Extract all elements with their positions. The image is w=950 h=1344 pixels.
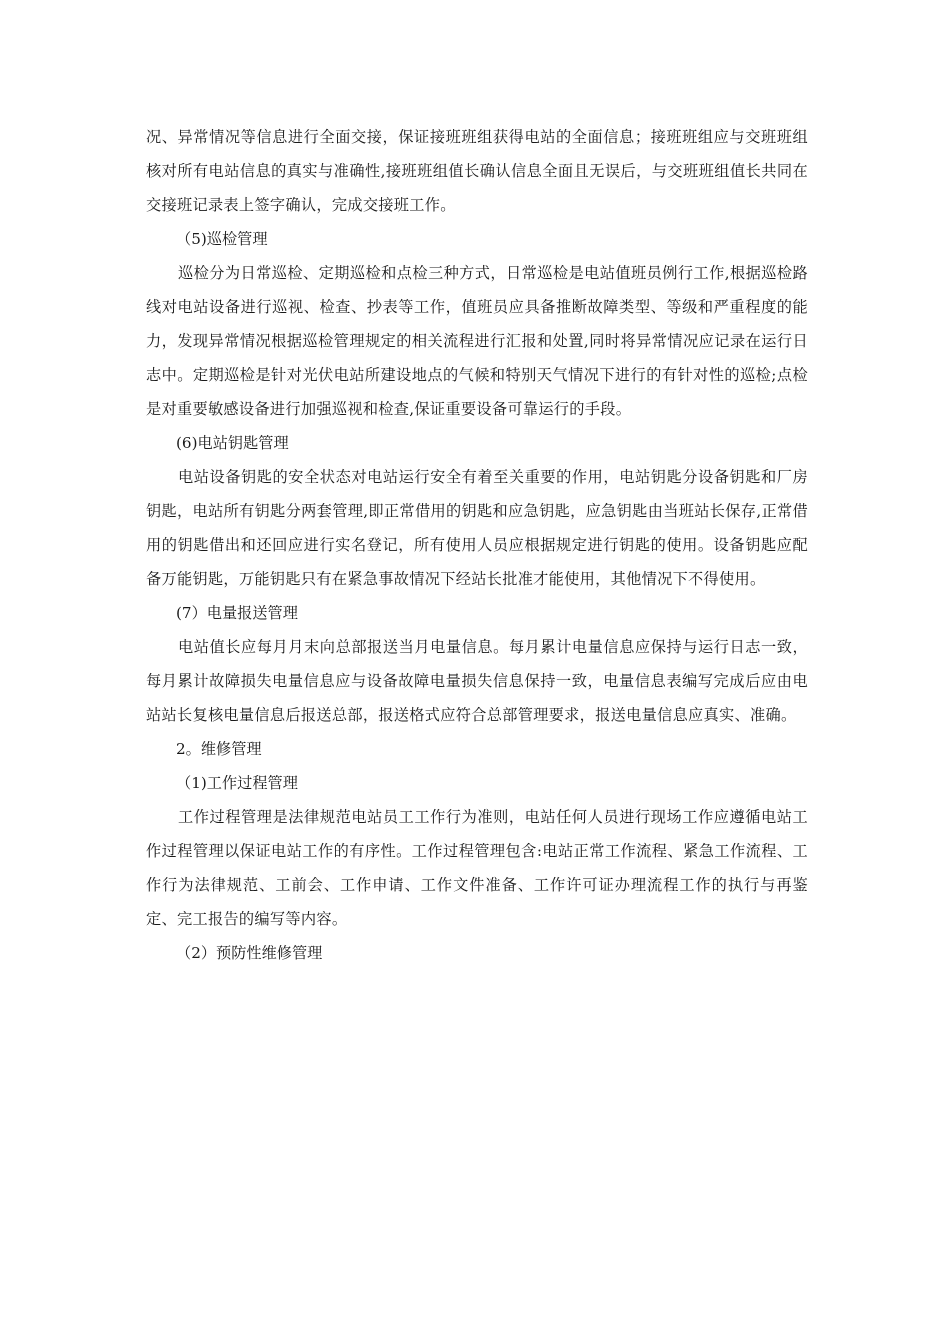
paragraph-work-process: 工作过程管理是法律规范电站员工工作行为准则，电站任何人员进行现场工作应遵循电站工作过程管理以保证电站工作的有序性。工作过程管理包含:电站正常工作流程、紧急工作流程、工作行为法律规范、工前会、工作申请、工作文件准备、工作许可证办理流程工作的执行与再鉴定、完工报告的编写等内容。 <box>146 808 808 928</box>
paragraph-key-management: 电站设备钥匙的安全状态对电站运行安全有着至关重要的作用，电站钥匙分设备钥匙和厂房钥匙，电站所有钥匙分两套管理,即正常借用的钥匙和应急钥匙，应急钥匙由当班站长保存,正常借用的钥匙借出和还回应进行实名登记，所有使用人员应根据规定进行钥匙的使用。设备钥匙应配备万能钥匙，万能钥匙只有在紧急事故情况下经站长批准才能使用，其他情况下不得使用。 <box>146 468 808 588</box>
heading-energy-reporting: (7）电量报送管理 <box>176 604 298 622</box>
paragraph-inspection: 巡检分为日常巡检、定期巡检和点检三种方式，日常巡检是电站值班员例行工作,根据巡检路线对电站设备进行巡视、检查、抄表等工作，值班员应具备推断故障类型、等级和严重程度的能力，发现异常情况根据巡检管理规定的相关流程进行汇报和处置,同时将异常情况应记录在运行日志中。定期巡检是针对光伏电站所建设地点的气候和特别天气情况下进行的有针对性的巡检;点检是对重要敏感设备进行加强巡视和检查,保证重要设备可靠运行的手段。 <box>146 264 808 418</box>
document-page <box>146 120 808 970</box>
heading-work-process-management: （1)工作过程管理 <box>176 774 298 792</box>
paragraph-energy-reporting: 电站值长应每月月末向总部报送当月电量信息。每月累计电量信息应保持与运行日志一致，每月累计故障损失电量信息应与设备故障电量损失信息保持一致，电量信息表编写完成后应由电站站长复核电量信息后报送总部，报送格式应符合总部管理要求，报送电量信息应真实、准确。 <box>146 638 808 724</box>
heading-key-management: (6)电站钥匙管理 <box>176 434 289 452</box>
paragraph-handover-continued: 况、异常情况等信息进行全面交接，保证接班班组获得电站的全面信息；接班班组应与交班班组核对所有电站信息的真实与准确性,接班班组值长确认信息全面且无误后，与交班班组值长共同在交接班记录表上签字确认，完成交接班工作。 <box>146 128 808 214</box>
heading-maintenance-management: 2。维修管理 <box>176 740 262 758</box>
heading-inspection-management: （5)巡检管理 <box>176 230 268 248</box>
heading-preventive-maintenance: （2）预防性维修管理 <box>176 944 323 962</box>
